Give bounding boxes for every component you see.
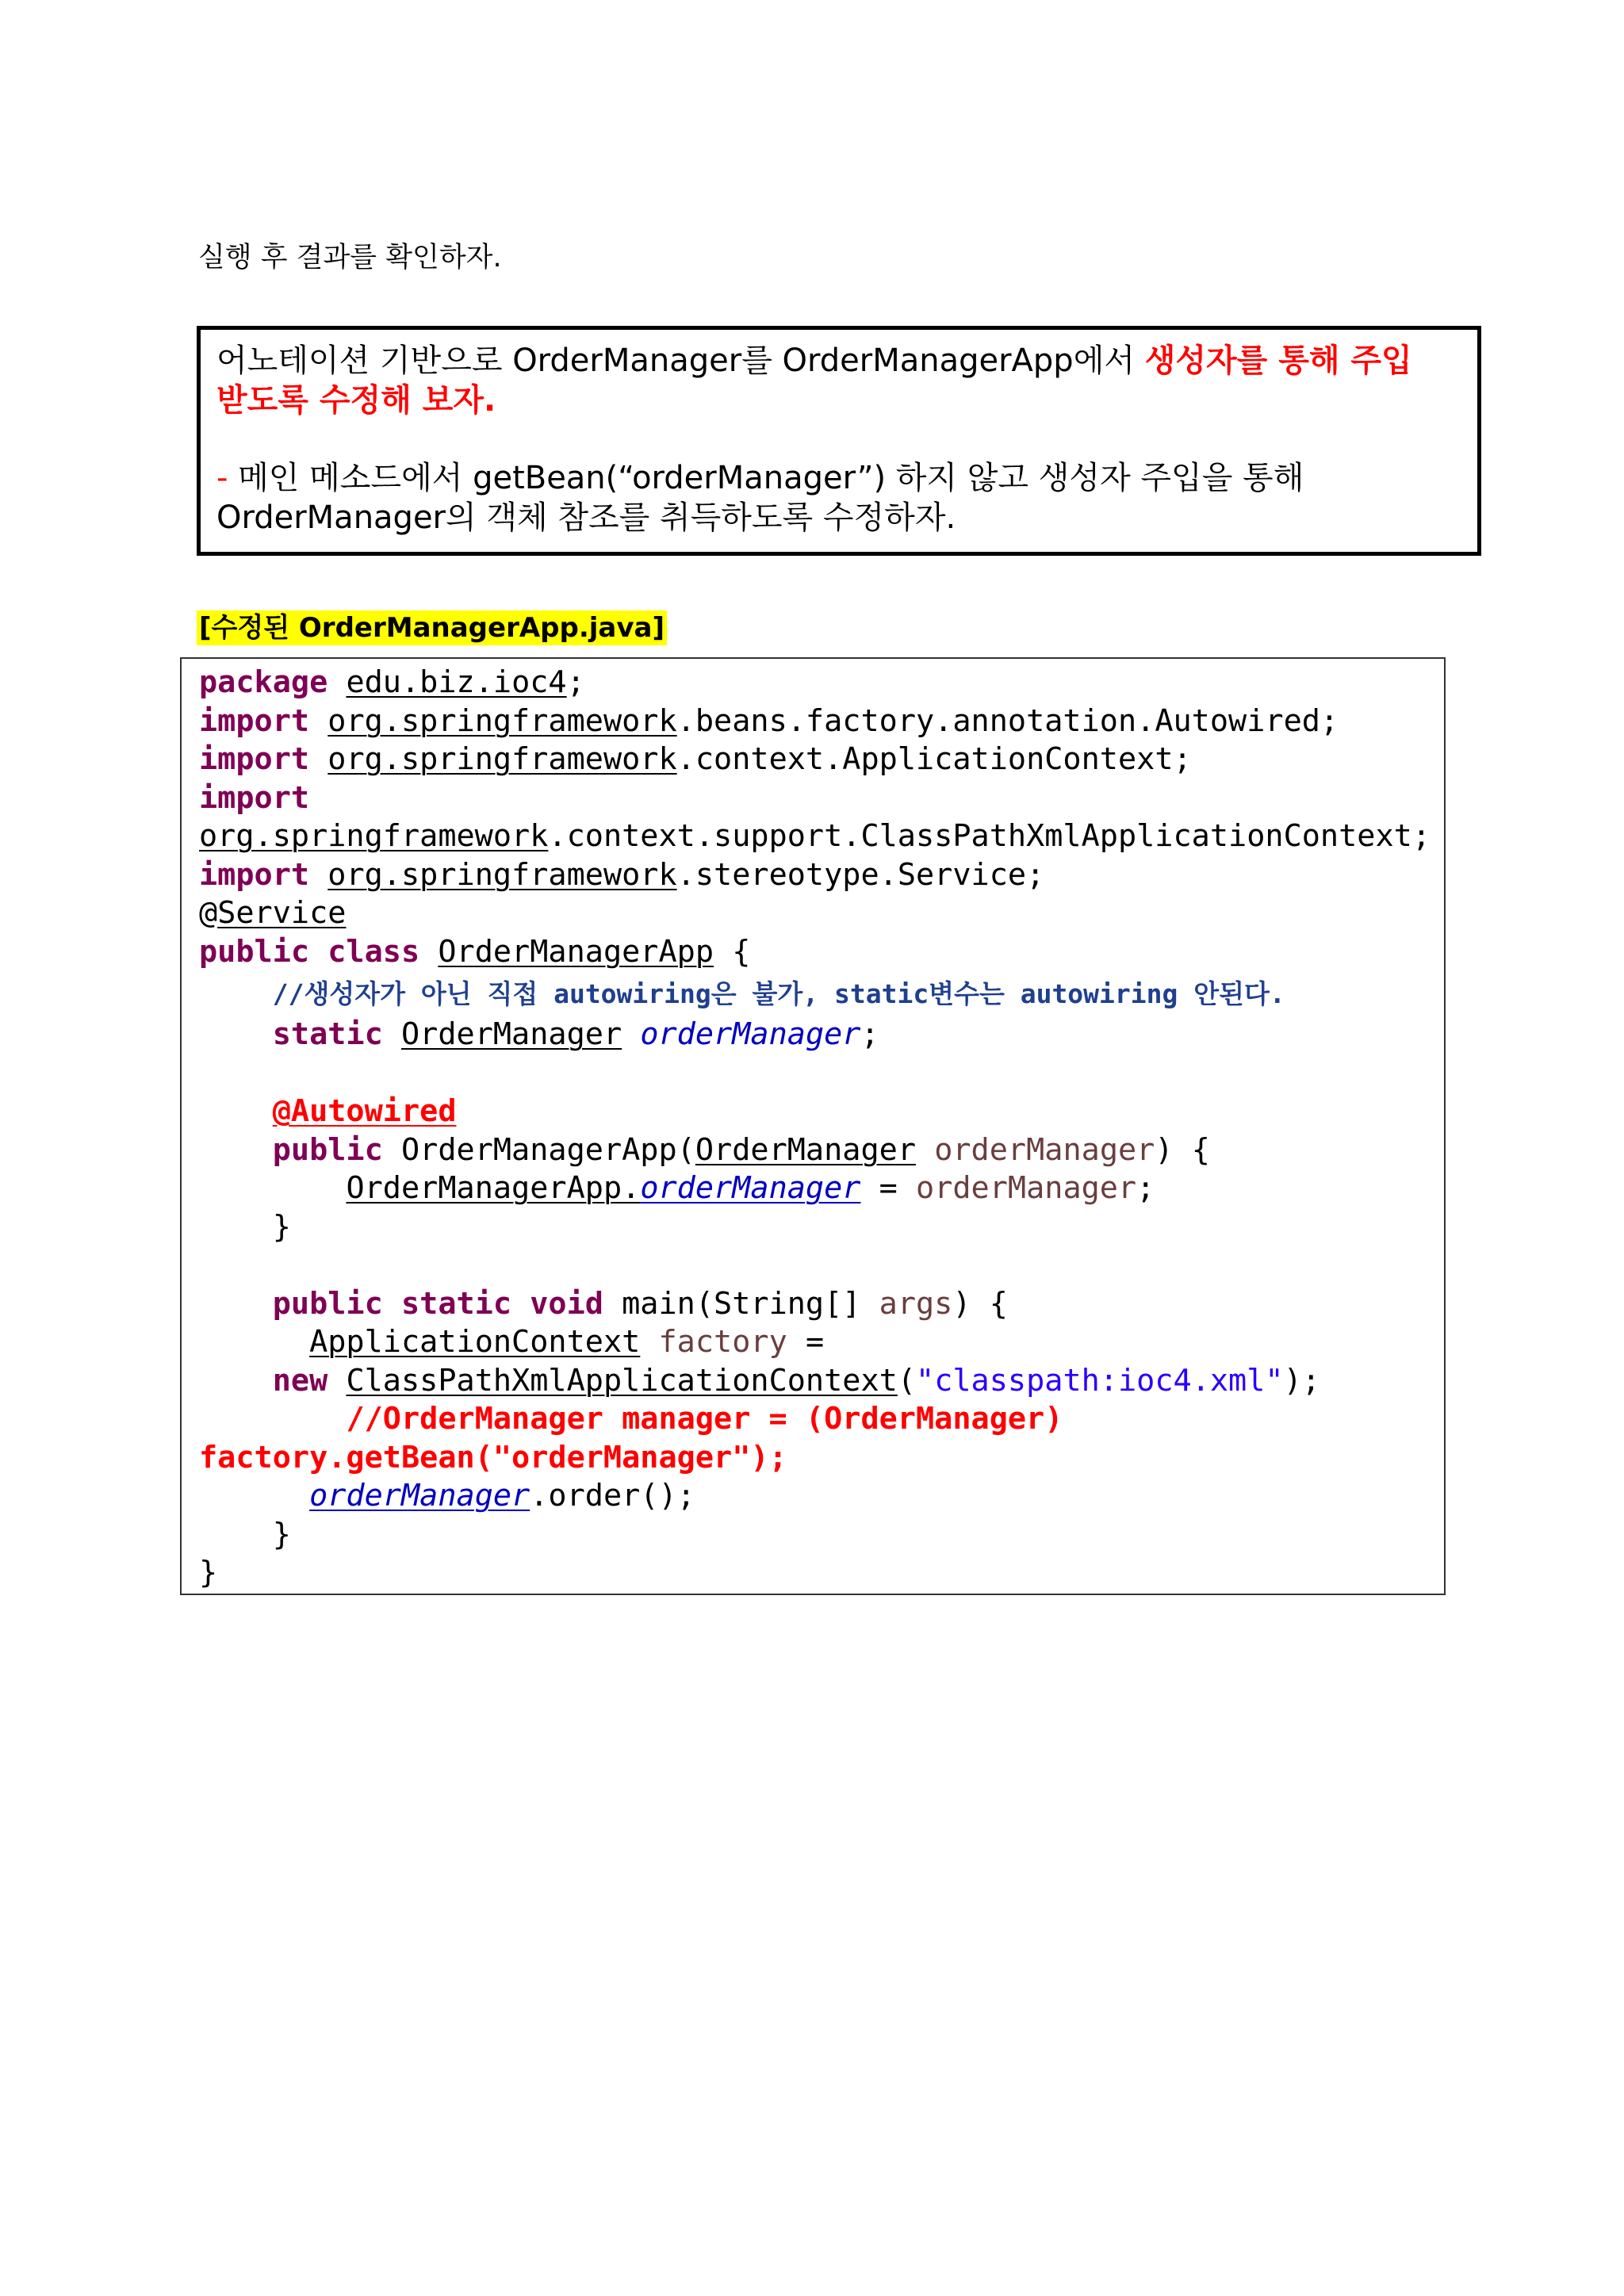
semicolon: ; [566, 664, 585, 700]
import-rest: .stereotype.Service; [676, 856, 1045, 893]
code-line-main-close [199, 1516, 1431, 1555]
code-line-package [199, 664, 1431, 702]
task-line-3-text: 메인 메소드에서 getBean(“orderManager”) 하지 않고 생성자 주입을 통해 [238, 460, 1304, 496]
kw-import: import [199, 856, 310, 893]
main-close: ) { [952, 1285, 1008, 1322]
code-line-order-call [199, 1477, 1431, 1516]
kw-public-class: public class [199, 933, 420, 970]
task-line-1-highlight: 생성자를 통해 주입 [1144, 342, 1412, 379]
code-line-service-annotation [199, 894, 1431, 933]
task-line-3 [216, 458, 1457, 498]
import-rest: .context.ApplicationContext; [676, 741, 1192, 777]
kw-new: new [272, 1362, 328, 1399]
at-sign: @ [199, 895, 218, 931]
code-line-comment-red-2 [199, 1439, 1431, 1478]
code-line-blank-2 [199, 1246, 1431, 1285]
comment-red-1: //OrderManager manager = (OrderManager) [346, 1401, 1063, 1437]
file-label: [수정된 OrderManagerApp.java] [197, 610, 667, 645]
comment-red-2: factory.getBean("orderManager"); [199, 1439, 787, 1475]
main-args: args [879, 1285, 953, 1322]
task-box [197, 326, 1481, 556]
code-line-class-close [199, 1554, 1431, 1593]
order-call: .order(); [530, 1478, 695, 1513]
code-line-import-3b [199, 817, 1431, 856]
kw-import: import [199, 702, 310, 739]
service-annotation: Service [217, 895, 347, 931]
xml-string: "classpath:ioc4.xml" [916, 1362, 1284, 1399]
code-line-ctor [199, 1131, 1431, 1170]
package-name: edu.biz.ioc4 [346, 664, 567, 700]
type-order-manager: OrderManager [695, 1131, 917, 1168]
factory-var: factory [658, 1324, 787, 1360]
kw-static: static [272, 1016, 383, 1052]
ctor-close: ) { [1155, 1131, 1210, 1168]
code-line-import-1 [199, 702, 1431, 741]
assign-equals: = [860, 1170, 917, 1206]
code-line-comment-blue [199, 971, 1431, 1016]
code-line-ctx-decl [199, 1323, 1431, 1362]
kw-import: import [199, 741, 310, 777]
type-order-manager: OrderManager [400, 1016, 622, 1052]
ctx-type: ApplicationContext [309, 1324, 641, 1360]
code-line-ctor-close [199, 1208, 1431, 1247]
import-pkg: org.springframework [199, 818, 549, 854]
task-line-2: 받도록 수정해 보자. [216, 382, 496, 419]
comment-blue: //생성자가 아닌 직접 autowiring은 불가, static변수는 autowiring 안된다. [272, 978, 1285, 1009]
code-line-autowired [199, 1093, 1431, 1131]
code-line-main [199, 1285, 1431, 1324]
assign-class: OrderManagerApp. [346, 1170, 641, 1206]
code-line-import-3a [199, 779, 1431, 818]
code-line-import-4 [199, 856, 1431, 895]
open-brace: { [714, 933, 751, 970]
code-line-blank-1 [199, 1054, 1431, 1093]
code-block [180, 657, 1446, 1595]
code-line-comment-red-1 [199, 1400, 1431, 1439]
code-line-import-2 [199, 740, 1431, 779]
task-line-1 [216, 341, 1457, 381]
kw-public: public [272, 1131, 383, 1168]
ctor-name: OrderManagerApp( [400, 1131, 695, 1168]
task-line-1-text: 어노테이션 기반으로 OrderManager를 OrderManagerApp에서 [216, 342, 1145, 379]
close-brace: } [272, 1208, 291, 1245]
code-content [199, 664, 1431, 1593]
paren-close: ); [1283, 1362, 1320, 1399]
kw-import: import [199, 779, 310, 816]
code-line-static-field [199, 1016, 1431, 1054]
import-pkg: org.springframework [327, 856, 677, 893]
task-spacer [216, 420, 1457, 458]
main-signature: main(String[] [603, 1285, 879, 1322]
import-pkg: org.springframework [327, 702, 677, 739]
intro-text: 실행 후 결과를 확인하자. [198, 242, 502, 274]
order-manager-ref: orderManager [309, 1478, 530, 1513]
import-rest: .beans.factory.annotation.Autowired; [676, 702, 1339, 739]
cpx-class: ClassPathXmlApplicationContext [346, 1362, 898, 1399]
semicolon: ; [1136, 1170, 1155, 1206]
close-brace: } [199, 1555, 218, 1590]
kw-public-static-void: public static void [272, 1285, 603, 1322]
import-pkg: org.springframework [327, 741, 677, 777]
assign-param: orderManager [916, 1170, 1137, 1206]
field-order-manager: orderManager [640, 1016, 861, 1052]
code-line-class-decl [199, 933, 1431, 972]
equals-sign: = [787, 1324, 825, 1360]
kw-package: package [199, 664, 328, 700]
paren-open: ( [897, 1362, 917, 1399]
close-brace: } [272, 1516, 291, 1552]
code-line-assign [199, 1169, 1431, 1208]
autowired-annotation: @Autowired [272, 1093, 457, 1129]
param-order-manager: orderManager [934, 1131, 1155, 1168]
code-line-new-ctx [199, 1362, 1431, 1401]
task-line-4: OrderManager의 객체 참조를 취득하도록 수정하자. [216, 499, 956, 536]
import-rest: .context.support.ClassPathXmlApplicationContext; [548, 818, 1431, 854]
class-name: OrderManagerApp [438, 933, 714, 970]
assign-field: orderManager [640, 1170, 861, 1206]
task-dash: - [216, 460, 239, 496]
semicolon: ; [860, 1016, 879, 1052]
